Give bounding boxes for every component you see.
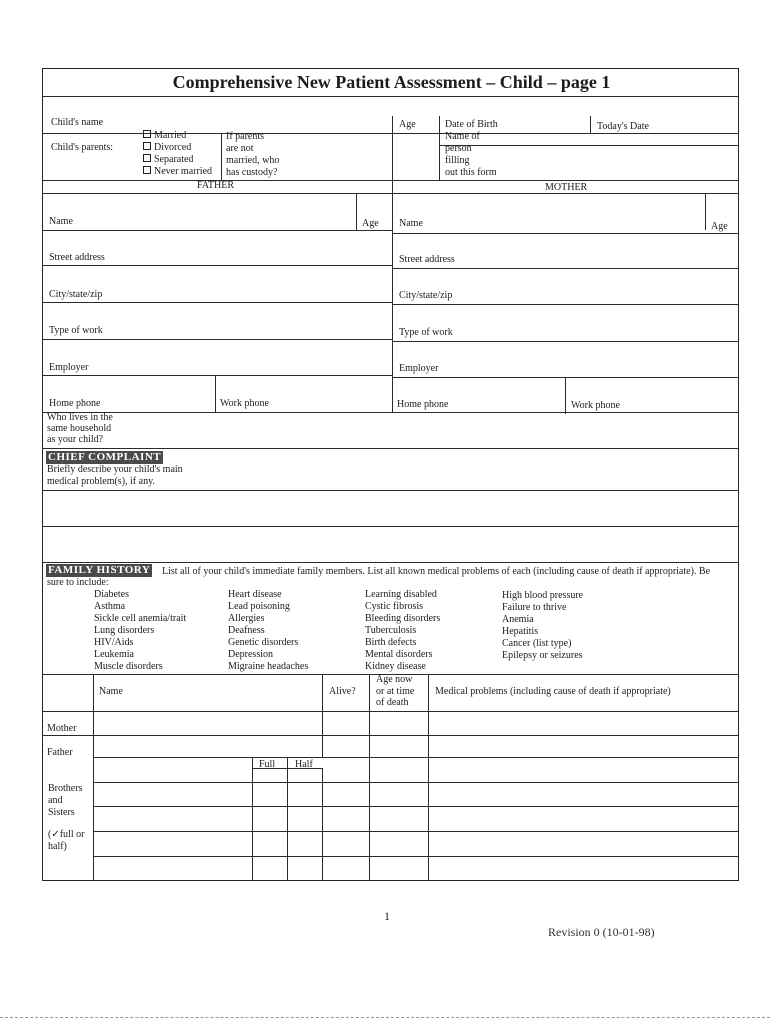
divider (439, 145, 739, 146)
status-married[interactable]: Married (143, 130, 212, 142)
divider (322, 768, 323, 881)
divider (93, 806, 739, 807)
chief-complaint-header: CHIEF COMPLAINT (48, 451, 162, 463)
table-alive-header: Alive? (329, 686, 356, 697)
divider (369, 674, 370, 881)
condition-item: Sickle cell anemia/trait (94, 613, 187, 624)
page-edge-line (0, 1017, 770, 1018)
divider (42, 490, 739, 491)
divider (322, 674, 323, 757)
divider (252, 768, 322, 769)
condition-item: Muscle disorders (94, 661, 163, 672)
table-age-header: Age now or at time of death (376, 674, 415, 708)
divider (287, 757, 288, 881)
childs-name-label: Child's name (51, 117, 104, 128)
siblings-row-label: Brothers and Sisters (48, 783, 83, 818)
divider (42, 375, 392, 376)
mother-header: MOTHER (545, 182, 588, 193)
divider (356, 193, 357, 230)
condition-item: Lung disorders (94, 625, 155, 636)
condition-item: Failure to thrive (502, 602, 567, 613)
checkbox-never-married[interactable] (143, 166, 151, 174)
condition-item: Mental disorders (365, 649, 433, 660)
condition-item: High blood pressure (502, 590, 584, 601)
conditions-column-3 (365, 589, 440, 673)
divider (42, 412, 739, 413)
condition-item: Leukemia (94, 649, 134, 660)
divider (392, 341, 739, 342)
table-problems-header: Medical problems (including cause of death if appropriate) (435, 686, 671, 697)
divider (392, 304, 739, 305)
condition-item: Epilepsy or seizures (502, 650, 583, 661)
condition-item: Asthma (94, 601, 126, 612)
household-label: Who lives in the same household as your child? (47, 412, 113, 445)
father-employer-label: Employer (49, 362, 89, 373)
dob-label: Date of Birth (445, 119, 498, 130)
form-title: Comprehensive New Patient Assessment – Child – page 1 (172, 72, 611, 92)
divider (42, 180, 739, 181)
condition-item: Birth defects (365, 637, 417, 648)
divider (42, 735, 739, 736)
condition-item: Kidney disease (365, 661, 426, 672)
mother-name-label: Name (399, 218, 423, 229)
mother-street-label: Street address (399, 254, 455, 265)
checkbox-separated[interactable] (143, 154, 151, 162)
father-work-label: Type of work (49, 325, 103, 336)
condition-item: Allergies (228, 613, 265, 624)
revision-label: Revision 0 (10-01-98) (548, 925, 655, 939)
condition-item: Lead poisoning (228, 601, 290, 612)
page-number: 1 (384, 909, 390, 923)
condition-item: HIV/Aids (94, 637, 134, 648)
divider (439, 116, 440, 180)
divider (93, 782, 739, 783)
custody-label: If parents are not married, who has custody? (226, 131, 280, 178)
table-name-header: Name (99, 686, 123, 697)
father-city-label: City/state/zip (49, 289, 103, 300)
divider (428, 674, 429, 881)
divider (93, 757, 739, 758)
conditions-column-4 (502, 590, 583, 662)
condition-item: Heart disease (228, 589, 282, 600)
condition-item: Genetic disorders (228, 637, 299, 648)
divider (392, 268, 739, 269)
divider (392, 233, 739, 234)
status-separated[interactable]: Separated (143, 154, 212, 166)
childs-parents-label: Child's parents: (51, 142, 114, 153)
half-label: Half (295, 759, 313, 770)
divider (42, 526, 739, 527)
father-row-label: Father (47, 747, 73, 758)
checkbox-divorced[interactable] (143, 142, 151, 150)
father-work-phone-label: Work phone (220, 398, 269, 409)
divider (252, 757, 253, 881)
child-age-label: Age (399, 119, 416, 130)
condition-item: Learning disabled (365, 589, 437, 600)
divider (42, 562, 739, 563)
divider (215, 375, 216, 412)
condition-item: Anemia (502, 614, 534, 625)
mother-work-label: Type of work (399, 327, 453, 338)
status-never-married[interactable]: Never married (143, 166, 212, 178)
divider (42, 230, 392, 231)
condition-item: Deafness (228, 625, 265, 636)
divider (93, 831, 739, 832)
status-divorced[interactable]: Divorced (143, 142, 212, 154)
mother-age-label: Age (711, 221, 728, 232)
divider (42, 448, 739, 449)
todays-date-label: Today's Date (597, 121, 649, 132)
full-label: Full (259, 759, 276, 770)
divider (42, 711, 739, 712)
divider (705, 193, 706, 230)
condition-item: Bleeding disorders (365, 613, 441, 624)
condition-item: Migraine headaches (228, 661, 309, 672)
father-home-phone-label: Home phone (49, 398, 101, 409)
divider (565, 377, 566, 414)
father-name-label: Name (49, 216, 73, 227)
father-age-label: Age (362, 218, 379, 229)
form-filler-label: Name of person filling out this form (445, 131, 497, 178)
mother-employer-label: Employer (399, 363, 439, 374)
condition-item: Tuberculosis (365, 625, 417, 636)
divider (93, 674, 94, 881)
condition-item: Hepatitis (502, 626, 539, 637)
divider (42, 265, 392, 266)
divider (42, 302, 392, 303)
father-street-label: Street address (49, 252, 105, 263)
conditions-column-1 (94, 589, 186, 673)
chief-complaint-prompt: Briefly describe your child's main medical problem(s), if any. (47, 464, 183, 487)
family-history-instructions-2: sure to include: (47, 577, 109, 588)
condition-item: Cystic fibrosis (365, 601, 424, 612)
divider (93, 856, 739, 857)
checkbox-married[interactable] (143, 130, 151, 138)
father-header: FATHER (197, 180, 235, 191)
title-divider (42, 96, 739, 97)
mother-home-phone-label: Home phone (397, 399, 449, 410)
parent-status-options (143, 130, 212, 178)
family-history-header: FAMILY HISTORY (48, 564, 151, 576)
divider (42, 193, 739, 194)
family-history-instructions: List all of your child's immediate family members. List all known medical problems of each (including cause of death if appropriate). Be (162, 566, 711, 577)
condition-item: Depression (228, 649, 273, 660)
divider (590, 116, 591, 134)
condition-item: Diabetes (94, 589, 129, 600)
condition-item: Cancer (list type) (502, 638, 572, 649)
divider (221, 133, 222, 180)
siblings-note: (✓full or half) (48, 829, 85, 852)
divider (42, 339, 392, 340)
mother-work-phone-label: Work phone (571, 400, 620, 411)
conditions-column-2 (228, 589, 308, 673)
divider (392, 116, 393, 180)
mother-city-label: City/state/zip (399, 290, 453, 301)
mother-row-label: Mother (47, 723, 77, 734)
